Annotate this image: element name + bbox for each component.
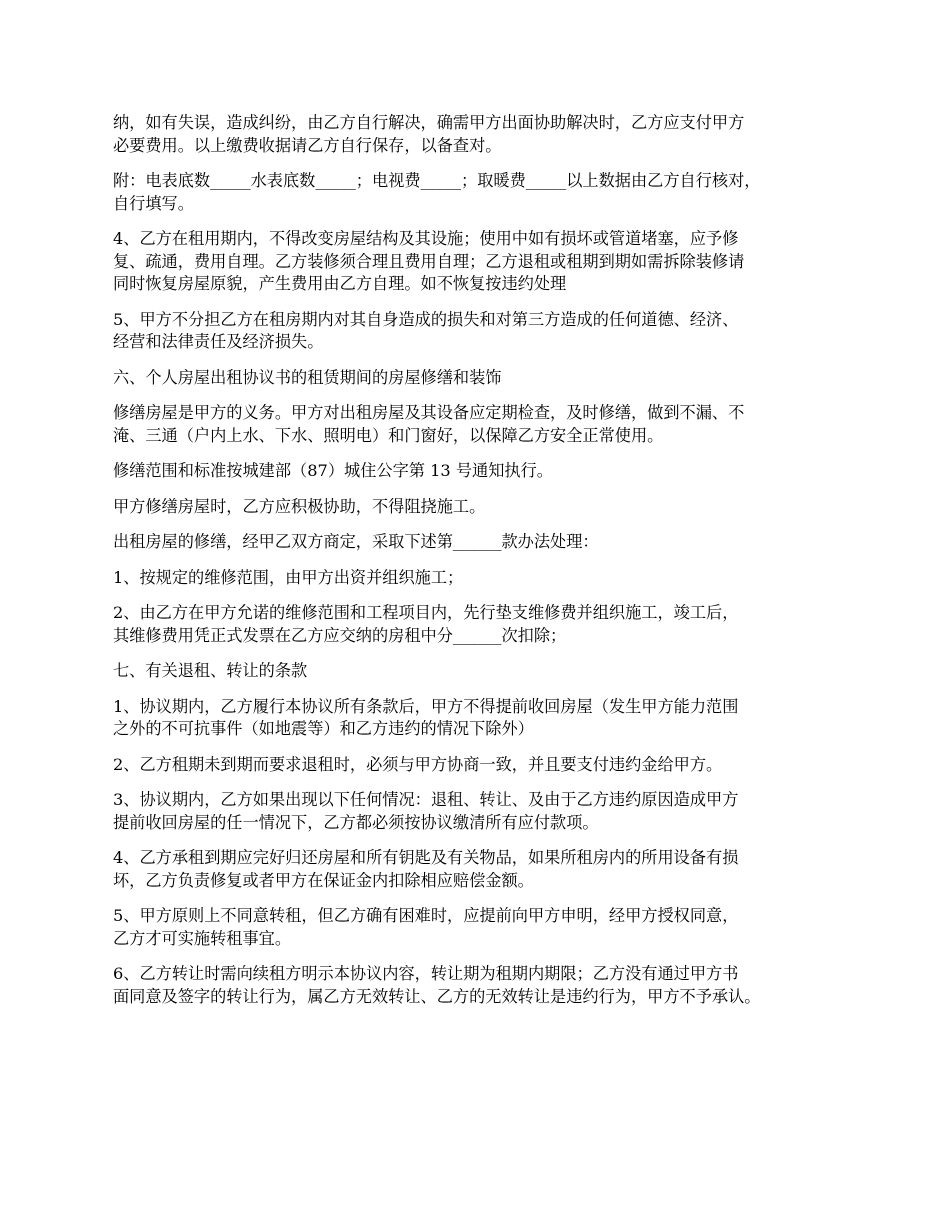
paragraph-17	[113, 905, 853, 950]
paragraph-2	[113, 170, 853, 215]
text-line: 乙方才可实施转租事宜。	[113, 928, 292, 948]
paragraph-7	[113, 460, 853, 483]
paragraph-9	[113, 531, 853, 554]
paragraph-13	[113, 696, 853, 741]
paragraph-14	[113, 754, 853, 777]
text-line: 甲方修缮房屋时，乙方应积极协助，不得阻挠施工。	[113, 496, 486, 516]
paragraph-10	[113, 567, 853, 590]
paragraph-3	[113, 228, 853, 296]
paragraph-18	[113, 963, 853, 1008]
paragraph-8	[113, 496, 853, 519]
text-line: 修缮范围和标准按城建部（87）城住公字第 13 号通知执行。	[113, 461, 553, 480]
text-line: 纳，如有失误，造成纠纷，由乙方自行解决，确需甲方出面协助解决时，乙方应支付甲方	[113, 113, 745, 132]
text-line: 2、乙方租期未到期而要求退租时，必须与甲方协商一致，并且要支付违约金给甲方。	[113, 754, 723, 774]
text-line: 1、协议期内，乙方履行本协议所有条款后，甲方不得提前收回房屋（发生甲方能力范围	[113, 696, 739, 716]
text-line: 提前收回房屋的任一情况下，乙方都必须按协议缴清所有应付款项。	[113, 812, 599, 832]
heading-line: 六、个人房屋出租协议书的租赁期间的房屋修缮和装饰	[113, 367, 502, 387]
text-line: 4、乙方承租到期应完好归还房屋和所有钥匙及有关物品，如果所租房内的所用设备有损	[113, 848, 739, 867]
paragraph-6	[113, 402, 853, 447]
paragraph-15	[113, 789, 853, 834]
heading-line: 七、有关退租、转让的条款	[113, 661, 308, 680]
text-line: 必要费用。以上缴费收据请乙方自行保存，以备查对。	[113, 135, 502, 155]
text-line: 1、按规定的维修范围，由甲方出资并组织施工；	[113, 567, 464, 587]
text-line: 经营和法律责任及经济损失。	[113, 332, 324, 351]
text-line: 同时恢复房屋原貌，产生费用由乙方自理。如不恢复按违约处理	[113, 274, 567, 293]
text-line: 其维修费用凭正式发票在乙方应交纳的房租中分______次扣除；	[113, 625, 567, 645]
section-heading-6	[113, 367, 853, 390]
text-line: 5、甲方不分担乙方在租房期内对其自身造成的损失和对第三方造成的任何道德、经济、	[113, 309, 739, 329]
text-line: 6、乙方转让时需向续租方明示本协议内容，转让期为租期内期限；乙方没有通过甲方书	[113, 964, 739, 983]
text-line: 出租房屋的修缮，经甲乙双方商定，采取下述第______款办法处理：	[113, 532, 599, 551]
paragraph-1	[113, 112, 853, 157]
text-line: 4、乙方在租用期内，不得改变房屋结构及其设施；使用中如有损坏或管道堵塞，应予修	[113, 229, 739, 248]
text-line: 坏，乙方负责修复或者甲方在保证金内扣除相应赔偿金额。	[113, 870, 534, 890]
text-line: 5、甲方原则上不同意转租，但乙方确有困难时，应提前向甲方申明，经甲方授权同意，	[113, 906, 739, 925]
section-heading-7	[113, 660, 853, 683]
paragraph-11	[113, 602, 853, 647]
text-line: 2、由乙方在甲方允诺的维修范围和工程项目内，先行垫支维修费并组织施工，竣工后，	[113, 603, 739, 622]
paragraph-4	[113, 309, 853, 354]
text-line: 面同意及签字的转让行为，属乙方无效转让、乙方的无效转让是违约行为，甲方不予承认。	[113, 986, 761, 1006]
text-line: 3、协议期内，乙方如果出现以下任何情况：退租、转让、及由于乙方违约原因造成甲方	[113, 790, 739, 809]
text-line: 自行填写。	[113, 193, 194, 213]
text-line: 之外的不可抗事件（如地震等）和乙方违约的情况下除外）	[113, 719, 534, 738]
text-line: 附：电表底数_____水表底数_____；电视费_____；取暖费_____以上数据由乙方自行核对，	[113, 171, 761, 190]
text-line: 淹、三通（户内上水、下水、照明电）和门窗好，以保障乙方安全正常使用。	[113, 425, 664, 445]
text-line: 修缮房屋是甲方的义务。甲方对出租房屋及其设备应定期检查，及时修缮，做到不漏、不	[113, 403, 745, 422]
text-line: 复、疏通，费用自理。乙方装修须合理且费用自理；乙方退租或租期到期如需拆除装修请	[113, 251, 745, 271]
document-body	[113, 112, 853, 1021]
paragraph-16	[113, 847, 853, 892]
